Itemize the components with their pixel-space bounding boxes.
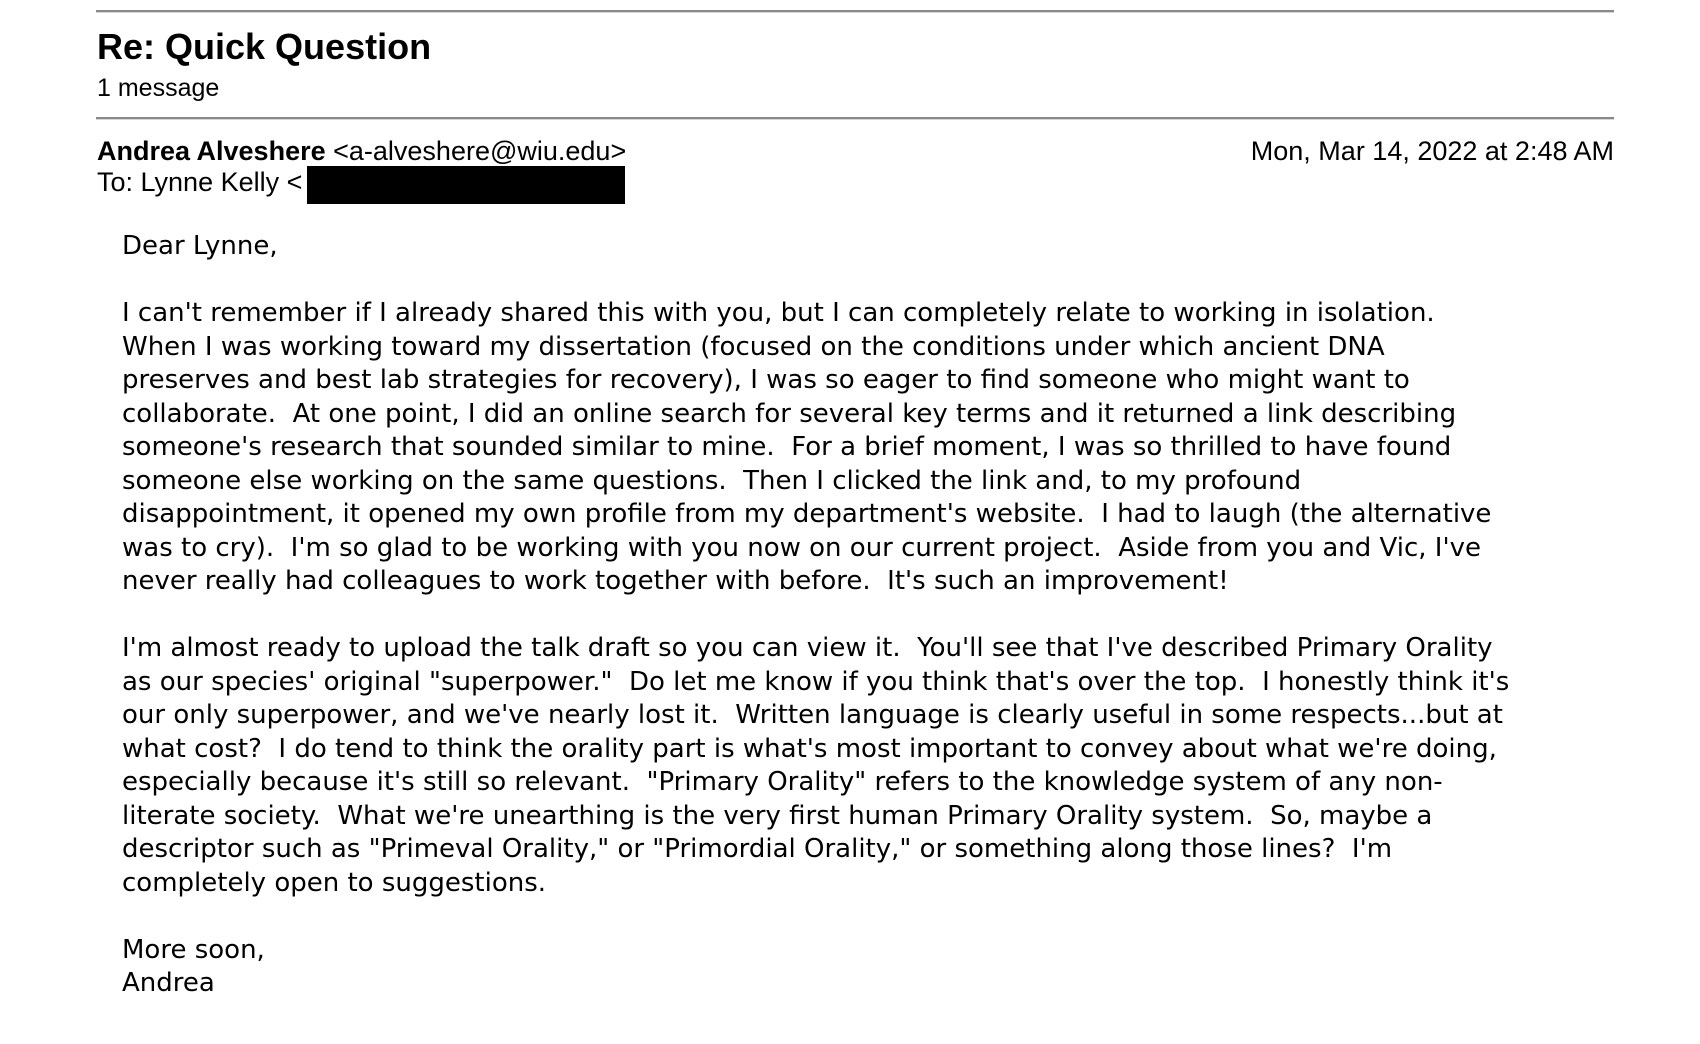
body-paragraph-2: I'm almost ready to upload the talk draft so you can view it. You'll see that I've described Primary Orality as our species' original "superpower." Do let me know if you think that's over the top. I honestly think it's our only superpower, and we've nearly lost it. Written language is clearly useful in some respects...but at what cost? I do tend to think the orality part is what's most important to convey about what we're doing, especially because it's still so relevant. "Primary Orality" refers to the knowledge system of any non- literate society. What we're unearthing is the very first human Primary Orality system. So, maybe a descriptor such as "Primeval Orality," or "Primordial Orality," or something along those lines? I'm completely open to suggestions.: [122, 633, 1510, 898]
email-date: Mon, Mar 14, 2022 at 2:48 AM: [1250, 136, 1614, 166]
recipient-label: To: Lynne Kelly <: [97, 167, 303, 197]
signature: Andrea: [122, 968, 215, 998]
email-subject: Re: Quick Question: [97, 26, 432, 67]
sender-email: <a-alveshere@wiu.edu>: [333, 136, 627, 166]
redaction-block: [307, 166, 625, 204]
top-divider: [96, 10, 1614, 13]
sender-name: Andrea Alveshere: [97, 136, 326, 166]
header-divider: [96, 117, 1614, 120]
greeting: Dear Lynne,: [122, 231, 278, 261]
sender-row: [97, 135, 1614, 167]
email-body: [122, 230, 1622, 1001]
recipient-row: [97, 166, 302, 202]
message-count: 1 message: [97, 74, 220, 102]
body-paragraph-1: I can't remember if I already shared this with you, but I can completely relate to working in isolation. When I was working toward my dissertation (focused on the conditions under which ancient DNA preserves and best lab strategies for recovery), I was so eager to find someone who might want to collaborate. At one point, I did an online search for several key terms and it returned a link describing someone's research that sounded similar to mine. For a brief moment, I was so thrilled to have found someone else working on the same questions. Then I clicked the link and, to my profound disappointment, it opened my own profile from my department's website. I had to laugh (the alternative was to cry). I'm so glad to be working with you now on our current project. Aside from you and Vic, I've never really had colleagues to work together with before. It's such an improvement!: [122, 298, 1492, 596]
closing: More soon,: [122, 934, 265, 965]
